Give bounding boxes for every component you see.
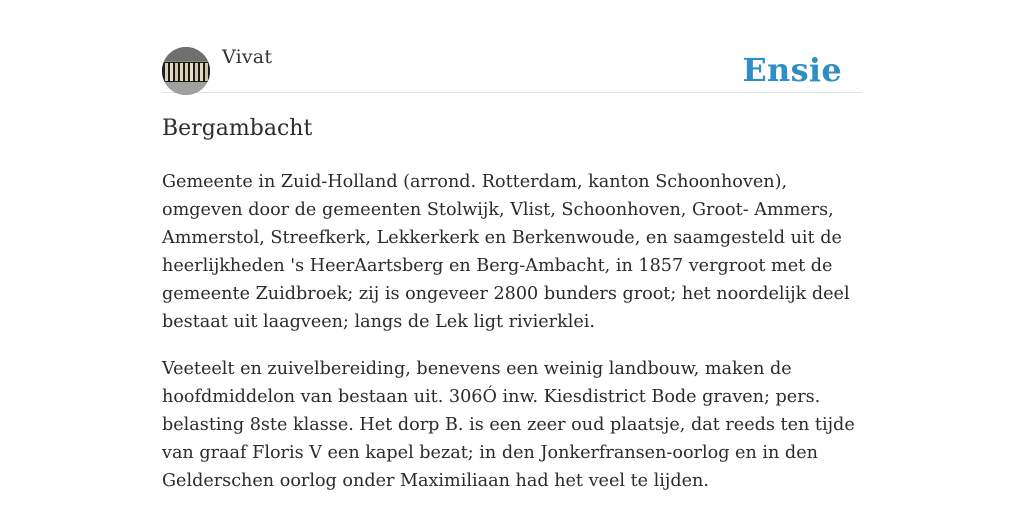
brand-logo[interactable]: Ensie [742,51,842,89]
books-avatar-icon [162,47,210,95]
page-title: Bergambacht [162,116,313,141]
header [162,0,862,93]
paragraph-2: Veeteelt en zuivelbereiding, benevens een weinig landbouw, maken de hoofdmiddelon van bestaan uit. 306Ó inw. Kiesdistrict Bode graven; pers. belasting 8ste klasse. Het dorp B. is een zeer oud plaatsje, dat reeds ten tijde van graaf Floris V een kapel bezat; in den Jonkerfransen-oorlog en in den Gelderschen oorlog onder Maximiliaan had het veel te lijden. [162,359,855,491]
avatar[interactable] [162,47,210,95]
entry-body [162,168,862,514]
author-name[interactable]: Vivat [222,46,273,68]
paragraph-1: Gemeente in Zuid-Holland (arrond. Rotterdam, kanton Schoonhoven), omgeven door de gemeenten Stolwijk, Vlist, Schoonhoven, Groot- Ammers, Ammerstol, Streefkerk, Lekkerkerk en Berkenwoude, en saamgesteld uit de heerlijkheden 's HeerAartsberg en Berg-Ambacht, in 1857 vergroot met de gemeente Zuidbroek; zij is ongeveer 2800 bunders groot; het noordelijk deel bestaat uit laagveen; langs de Lek ligt rivierklei. [162,172,850,332]
article-card [162,0,862,512]
